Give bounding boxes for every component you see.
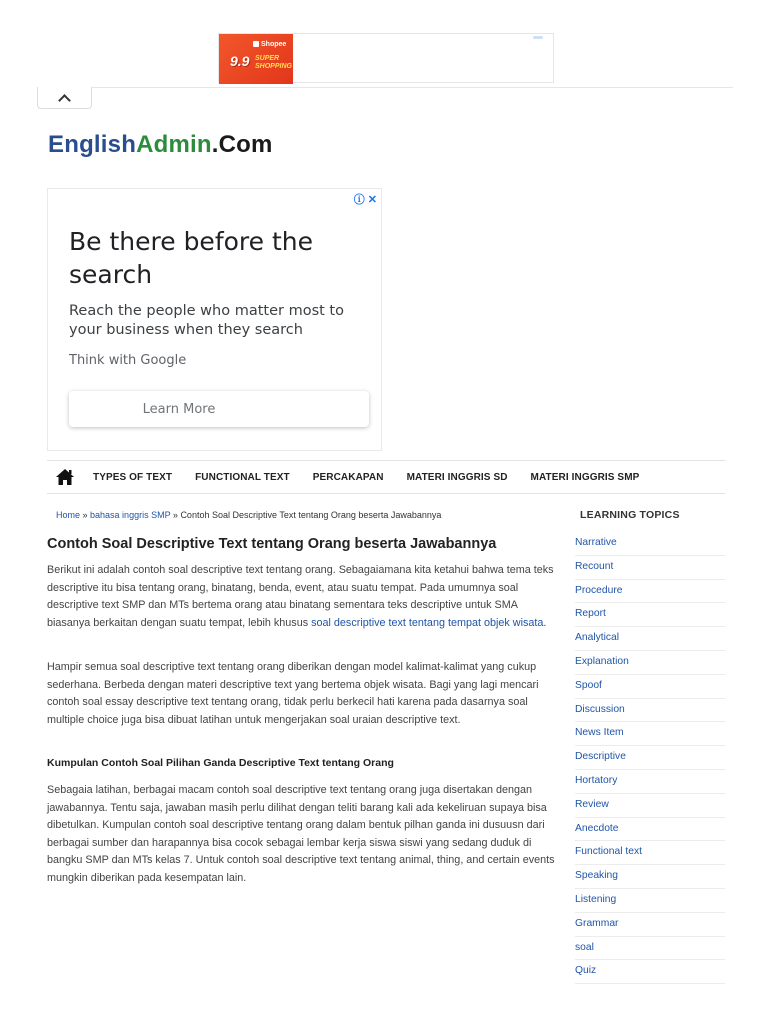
ad-subtext: Reach the people who matter most to your business when they search	[69, 303, 344, 338]
article-paragraph-1: Berikut ini adalah contoh soal descriptive text tentang orang. Sebagaiamana kita ketahui bahwa tema teks descriptive itu bisa tentang orang, binatang, benda, event, atau suatu tempat. Pada umumnya soal descriptive text SMP dan MTs bertema orang atau binatang sementara teks descriptive untuk SMA biasanya berkaitan dengan suatu tempat, lebih khusus soal descriptive text tentang tempat objek wisata.	[47, 564, 554, 629]
article-subheading: Kumpulan Contoh Soal Pilihan Ganda Descriptive Text tentang Orang	[47, 757, 394, 769]
main-nav	[47, 460, 725, 494]
ad-headline: Be there before the search	[69, 227, 313, 289]
sidebar-item-report[interactable]: Report	[575, 603, 725, 627]
sidebar-item-news-item[interactable]: News Item	[575, 722, 725, 746]
shopee-logo: Shopee	[253, 41, 286, 48]
breadcrumb-current: Contoh Soal Descriptive Text tentang Orang beserta Jawabannya	[180, 510, 442, 520]
sidebar-item-anecdote[interactable]: Anecdote	[575, 818, 725, 842]
sidebar-item-spoof[interactable]: Spoof	[575, 675, 725, 699]
nav-functional-text[interactable]: FUNCTIONAL TEXT	[195, 471, 290, 483]
google-display-ad[interactable]	[47, 188, 382, 451]
shopee-ad-image[interactable]	[219, 34, 293, 84]
chevron-up-icon	[58, 94, 71, 107]
ad-choices-icon[interactable]	[533, 36, 543, 39]
descriptive-tempat-link[interactable]: soal descriptive text tentang tempat objek wisata	[311, 616, 544, 629]
sidebar-item-narrative[interactable]: Narrative	[575, 532, 725, 556]
top-banner-ad[interactable]	[218, 33, 554, 83]
sidebar-item-procedure[interactable]: Procedure	[575, 580, 725, 604]
site-logo[interactable]: EnglishAdmin.Com	[48, 131, 273, 158]
article-paragraph-3: Sebagaia latihan, berbagai macam contoh soal descriptive text tentang orang juga disertakan dengan jawabannya. Tentu saja, jawaban masih perlu dilihat dengan teliti barang kali ada kekeliruan supaya bisa dibetulkan. Kumpulan contoh soal descriptive tentang orang dalam bentuk pilhan ganda ini dusuusn dari berbagai sumber dan harapannya bisa cocok sebagai lembar kerja siswa siswi yang sedang duduk di bangku SMP dan MTs kelas 7. Untuk contoh soal descriptive text tentang animal, thing, and certain events mungkin diberikan pada kesempatan lain.	[47, 784, 555, 884]
ad-brand: Think with Google	[69, 353, 187, 368]
home-icon[interactable]	[55, 468, 75, 486]
nav-percakapan[interactable]: PERCAKAPAN	[312, 471, 384, 483]
sidebar-item-quiz[interactable]: Quiz	[575, 960, 725, 984]
breadcrumb-category-link[interactable]: bahasa inggris SMP	[90, 510, 171, 520]
sidebar-item-soal[interactable]: soal	[575, 937, 725, 961]
header-divider	[37, 87, 733, 88]
ad-info-close-icon[interactable]: ⓘ ✕	[353, 194, 377, 206]
sidebar-item-review[interactable]: Review	[575, 794, 725, 818]
sidebar-item-grammar[interactable]: Grammar	[575, 913, 725, 937]
sidebar-item-speaking[interactable]: Speaking	[575, 865, 725, 889]
sidebar-item-descriptive[interactable]: Descriptive	[575, 746, 725, 770]
ad-content	[48, 189, 344, 452]
sidebar-title: LEARNING TOPICS	[580, 509, 680, 521]
ad-learn-more-button[interactable]: Learn More	[69, 391, 369, 427]
sidebar-item-listening[interactable]: Listening	[575, 889, 725, 913]
nav-materi-inggris-sd[interactable]: MATERI INGGRIS SD	[406, 471, 508, 483]
sidebar-item-functional-text[interactable]: Functional text	[575, 841, 725, 865]
sidebar-item-hortatory[interactable]: Hortatory	[575, 770, 725, 794]
shopee-ad-number: 9.9	[230, 53, 250, 69]
nav-types-of-text[interactable]: TYPES OF TEXT	[93, 471, 173, 483]
breadcrumb: Home » bahasa inggris SMP » Contoh Soal Descriptive Text tentang Orang beserta Jawabannya	[56, 510, 442, 520]
article-title: Contoh Soal Descriptive Text tentang Orang beserta Jawabannya	[47, 536, 497, 552]
collapse-ad-button[interactable]	[37, 87, 92, 109]
shopee-ad-text: SUPER SHOPPING	[255, 55, 292, 70]
learning-topics-list	[575, 532, 725, 984]
article-paragraph-2: Hampir semua soal descriptive text tentang orang diberikan dengan model kalimat-kalimat yang cukup sederhana. Berbeda dengan materi descriptive text yang bertema objek wisata. Bagi yang lagi mencari contoh soal essay descriptive text tentang orang, tidak perlu berkecil hati karena pada dasarnya soal multiple choice juga bisa dibuat latihan untuk mengerjakan soal uraian descriptive text.	[47, 661, 539, 726]
sidebar-item-discussion[interactable]: Discussion	[575, 699, 725, 723]
breadcrumb-home-link[interactable]: Home	[56, 510, 81, 520]
nav-materi-inggris-smp[interactable]: MATERI INGGRIS SMP	[530, 471, 640, 483]
sidebar-item-explanation[interactable]: Explanation	[575, 651, 725, 675]
sidebar-item-recount[interactable]: Recount	[575, 556, 725, 580]
sidebar-item-analytical[interactable]: Analytical	[575, 627, 725, 651]
